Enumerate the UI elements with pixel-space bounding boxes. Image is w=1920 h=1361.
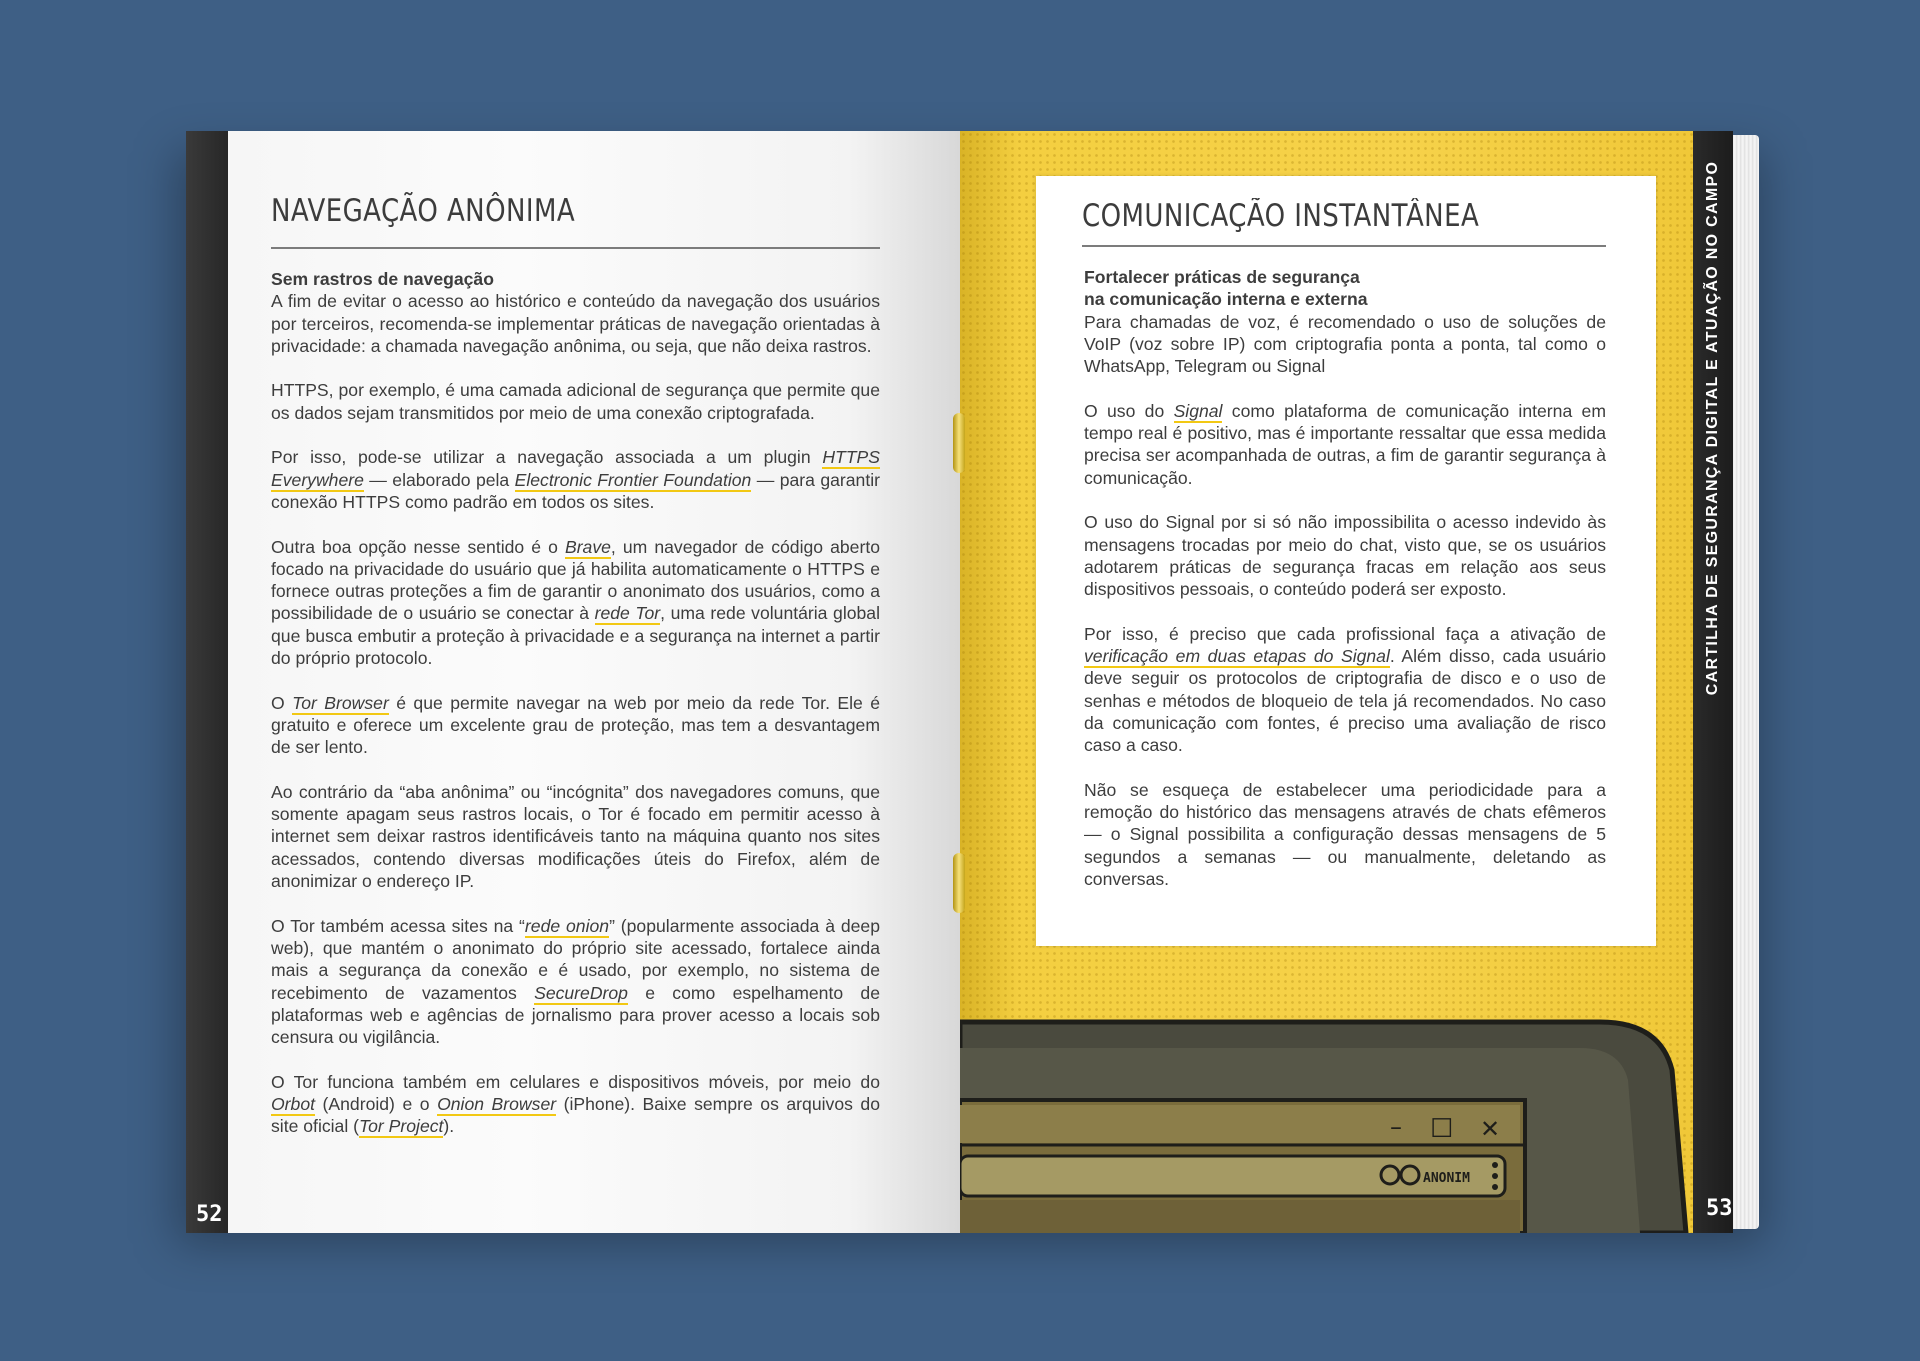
link-rede-onion[interactable]: rede onion [524, 915, 610, 936]
link-tor-project[interactable]: Tor Project [359, 1116, 444, 1137]
staple-top [953, 413, 965, 473]
left-p3-text-c: — para garantir conexão HTTPS como padrão em todos os sites. [271, 469, 880, 512]
close-icon: ✕ [1480, 1115, 1501, 1143]
left-paragraph-4 [271, 536, 880, 670]
minimize-icon: – [1390, 1113, 1402, 1141]
left-paragraph-5 [271, 692, 880, 759]
link-verificacao-duas-etapas[interactable]: verificação em duas etapas do Signal [1084, 646, 1390, 667]
left-p1-text: A fim de evitar o acesso ao histórico e conteúdo da navegação dos usuários por terceiros, recomenda-se implementar práticas de navegação orientadas à privacidade: a chamada navegação anônima, ou seja, que não deixa rastros. [271, 291, 880, 356]
left-p8-text-b: (Android) e o [315, 1093, 438, 1114]
left-p6-text: Ao contrário da “aba anônima” ou “incógnita” dos navegadores comuns, que somente apagam seus rastros locais, o Tor é focado em permitir acesso à internet sem deixar rastros identificáveis tanto na máquina quanto nos sites acessados, contendo diversas modificações úteis do Firefox, além de anonimizar o endereço IP. [271, 781, 880, 892]
right-page-number: 53 [1706, 1196, 1733, 1221]
left-p7-text-b: ” (popularmente associada à deep web), que mantém o anonimato do próprio site acessado, fortalece ainda mais a segurança da conexão e é usado, por exemplo, no sistema de recebimento de vazamentos [271, 915, 880, 1003]
monitor-illustration [960, 1010, 1693, 1233]
right-title-rule [1082, 245, 1606, 247]
left-p8-text-d: ). [443, 1116, 455, 1137]
left-p4-text-a: Outra boa opção nesse sentido é o [271, 536, 565, 557]
link-electronic-frontier-foundation[interactable]: Electronic Frontier Foundation [514, 469, 752, 490]
link-rede-tor[interactable]: rede Tor [594, 603, 661, 624]
maximize-icon: ☐ [1430, 1114, 1454, 1144]
right-paragraph-1 [1084, 266, 1606, 377]
left-p3-text-b: — elaborado pela [363, 469, 515, 490]
right-p2-text-b: como plataforma de comunicação interna em tempo real é positivo, mas é importante ressaltar que essa medida precisa ser acompanhada de outras, a fim de garantir segurança à comunicação. [1084, 400, 1606, 488]
left-p4-text-c: , uma rede voluntária global que busca embutir a proteção à privacidade e a segurança na internet a partir do próprio protocolo. [271, 603, 880, 669]
left-page-body [271, 268, 880, 1160]
link-signal[interactable]: Signal [1173, 400, 1223, 421]
left-paragraph-7 [271, 915, 880, 1049]
left-paragraph-3 [271, 446, 880, 513]
link-tor-browser[interactable]: Tor Browser [292, 692, 389, 713]
staple-bottom [953, 853, 965, 913]
right-subheading-line-1: Fortalecer práticas de segurança [1084, 267, 1360, 287]
browser-content [960, 1200, 1520, 1233]
left-subheading: Sem rastros de navegação [271, 269, 494, 289]
left-p4-text-b: , um navegador de código aberto focado na privacidade do usuário que já habilita automaticamente o HTTPS e fornece outras proteções a fim de garantir o anonimato dos usuários, como a possibilidade de o usuário se conectar à [271, 536, 880, 624]
link-orbot[interactable]: Orbot [271, 1093, 316, 1114]
right-p5-text: Não se esqueça de estabelecer uma periodicidade para a remoção do histórico das mensagens através de chats efêmeros — o Signal possibilita a configuração dessas mensagens de 5 segundos a semanas — ou manualmente, deletando as conversas. [1084, 779, 1606, 890]
left-p5-text-a: O [271, 692, 293, 713]
left-p3-text-a: Por isso, pode-se utilizar a navegação associada a um plugin [271, 447, 823, 468]
left-p8-text-a: O Tor funciona também em celulares e dispositivos móveis, por meio do [271, 1071, 880, 1092]
right-paragraph-4 [1084, 623, 1606, 757]
left-title-rule [271, 247, 880, 249]
right-p1-text: Para chamadas de voz, é recomendado o uso de soluções de VoIP (voz sobre IP) com criptografia ponta a ponta, tal como o WhatsApp, Telegram ou Signal [1084, 311, 1606, 377]
left-p7-text-c: e como espelhamento de plataformas web e agências de jornalismo para prover acesso a locais sob censura ou vigilância. [271, 982, 880, 1048]
link-brave[interactable]: Brave [564, 536, 611, 557]
left-page-number: 52 [196, 1202, 223, 1227]
right-paragraph-2 [1084, 400, 1606, 489]
right-paragraph-5 [1084, 779, 1606, 890]
left-paragraph-8 [271, 1071, 880, 1138]
right-p4-text-b: . Além disso, cada usuário deve seguir os protocolos de criptografia de disco e o uso de senhas e métodos de bloqueio de tela já recomendados. No caso da comunicação com fontes, é preciso uma avaliação de risco caso a caso. [1084, 646, 1606, 756]
left-paragraph-6 [271, 781, 880, 892]
left-p7-text-a: O Tor também acessa sites na “ [271, 915, 525, 936]
right-p3-text: O uso do Signal por si só não impossibilita o acesso indevido às mensagens trocadas por meio do chat, visto que, se os usuários adotarem práticas de segurança fracas em relação aos seus dispositivos pessoais, o conteúdo poderá ser exposto. [1084, 512, 1606, 600]
right-p4-text-a: Por isso, é preciso que cada profissional faça a ativação de [1084, 623, 1606, 644]
left-page-edge-strip [186, 131, 230, 1233]
link-onion-browser[interactable]: Onion Browser [437, 1093, 557, 1114]
left-p8-text-c: (iPhone). Baixe sempre os arquivos do site oficial ( [271, 1093, 880, 1137]
address-text: ANONIM [1423, 1171, 1470, 1186]
booklet-vertical-title: CARTILHA DE SEGURANÇA DIGITAL E ATUAÇÃO NO CAMPO [1704, 160, 1721, 696]
menu-dots-icon [1492, 1162, 1498, 1190]
page-stack-edges [1733, 135, 1759, 1229]
left-p5-text-b: é que permite navegar na web por meio da rede Tor. Ele é gratuito e oferece um excelente grau de proteção, mas tem a desvantagem de ser lento. [271, 692, 880, 758]
link-https-everywhere[interactable]: HTTPS Everywhere [271, 447, 880, 490]
right-p2-text-a: O uso do [1084, 400, 1174, 421]
left-paragraph-1 [271, 268, 880, 357]
left-page-title: NAVEGAÇÃO ANÔNIMA [271, 193, 576, 229]
left-paragraph-2 [271, 379, 880, 424]
right-paragraph-3 [1084, 511, 1606, 600]
right-subheading-line-2: na comunicação interna e externa [1084, 289, 1368, 310]
right-page-body [1084, 266, 1606, 913]
left-p2-text: HTTPS, por exemplo, é uma camada adicional de segurança que permite que os dados sejam transmitidos por meio de uma conexão criptografada. [271, 380, 880, 423]
right-page-title: COMUNICAÇÃO INSTANTÂNEA [1082, 198, 1480, 234]
link-securedrop[interactable]: SecureDrop [534, 982, 628, 1003]
